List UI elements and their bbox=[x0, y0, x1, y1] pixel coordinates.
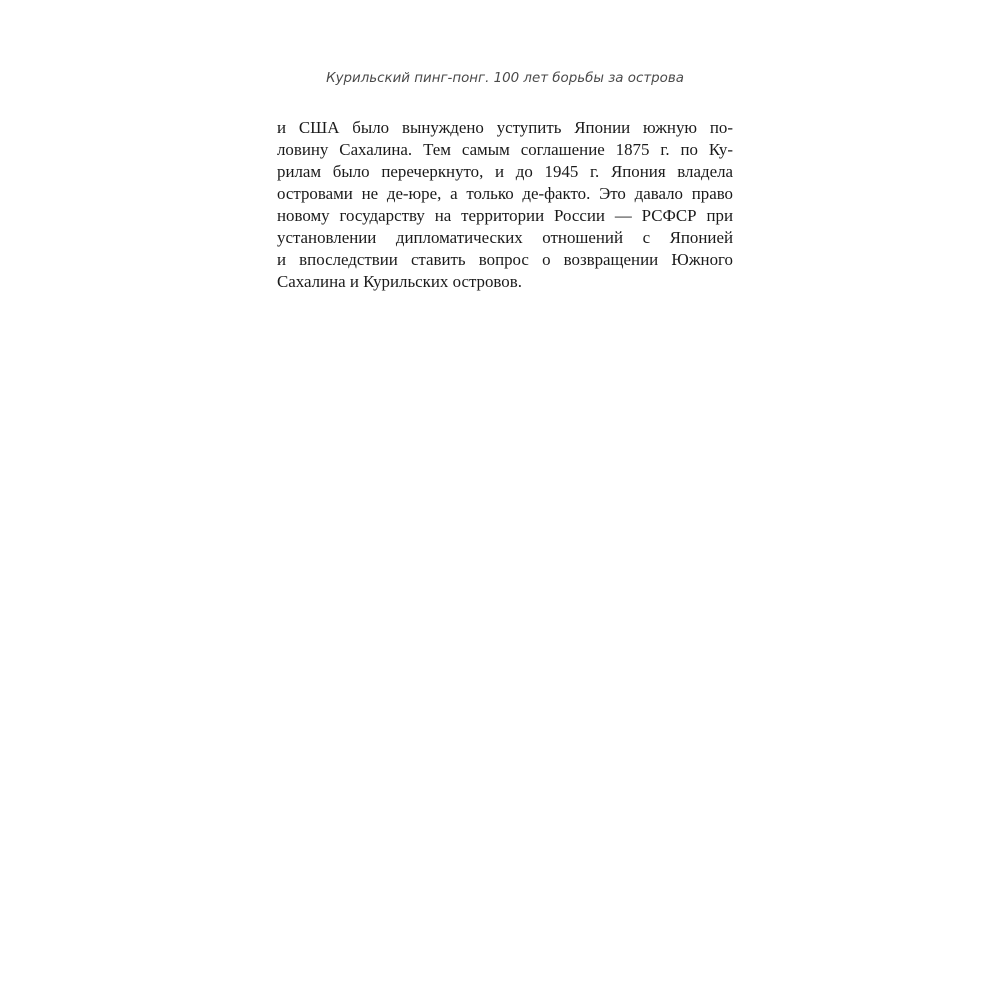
text-line: установлении дипломатических отношений с Японией bbox=[277, 228, 733, 247]
text-line: Сахалина и Курильских островов. bbox=[277, 272, 522, 291]
running-header: Курильский пинг-понг. 100 лет борьбы за острова bbox=[326, 71, 684, 86]
text-line: ловину Сахалина. Тем самым соглашение 1875 г. по Ку- bbox=[277, 140, 733, 159]
text-line: и впоследствии ставить вопрос о возвращении Южного bbox=[277, 250, 733, 269]
text-line: островами не де-юре, а только де-факто. Это давало право bbox=[277, 184, 733, 203]
text-line: и США было вынуждено уступить Японии южную по- bbox=[277, 118, 733, 137]
body-paragraph bbox=[277, 117, 733, 293]
text-line: рилам было перечеркнуто, и до 1945 г. Япония владела bbox=[277, 162, 733, 181]
text-line: новому государству на территории России — РСФСР при bbox=[277, 206, 733, 225]
